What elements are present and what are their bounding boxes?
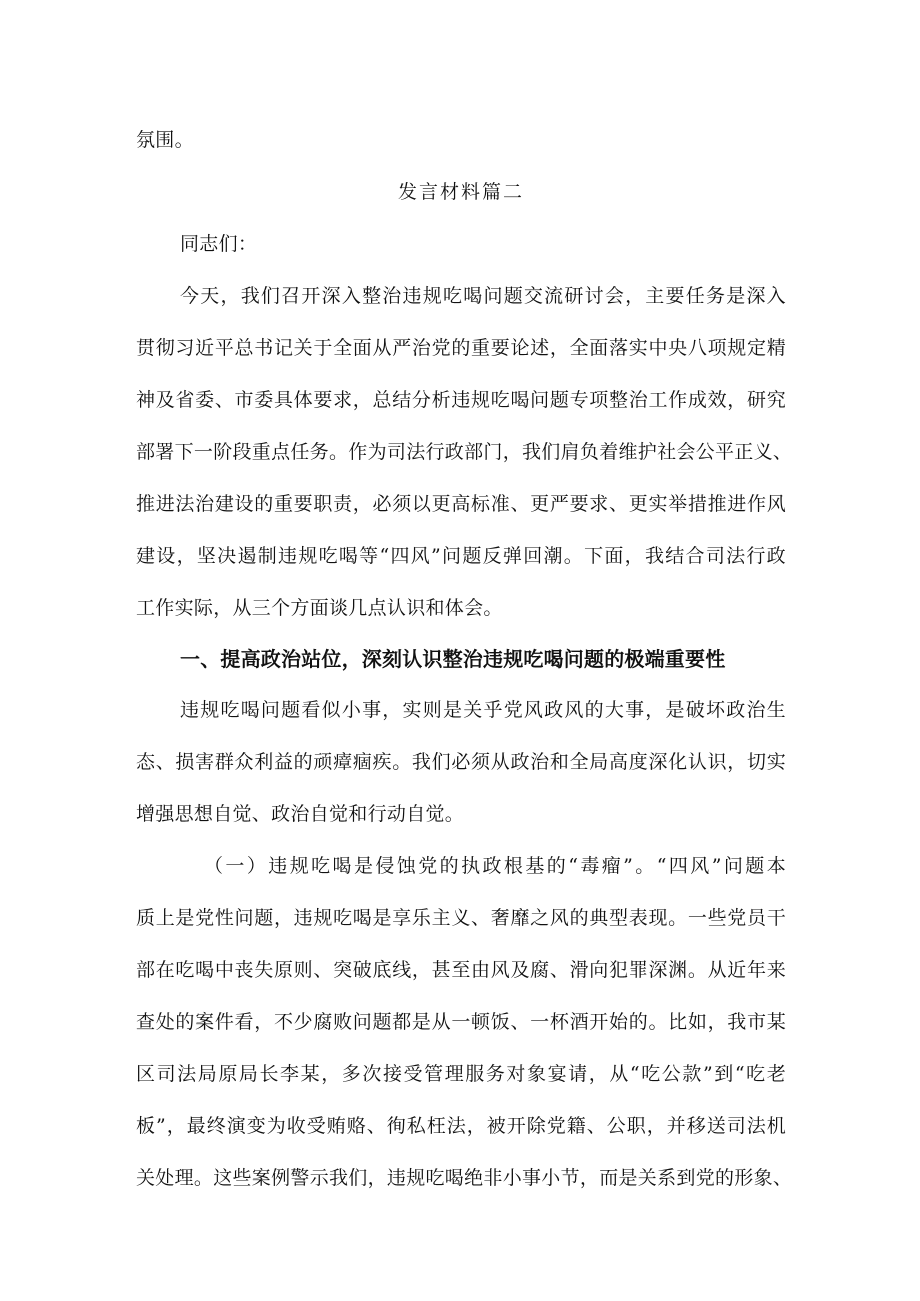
body-text-line: 氛围。 — [136, 129, 194, 151]
body-text-line: 部在吃喝中丧失原则、突破底线，甚至由风及腐、滑向犯罪深渊。从近年来 — [136, 959, 786, 981]
body-text-line: 态、损害群众利益的顽瘴痼疾。我们必须从政治和全局高度深化认识，切实 — [136, 751, 786, 773]
body-text-line: 工作实际，从三个方面谈几点认识和体会。 — [136, 597, 503, 619]
body-text-line: 建设，坚决遏制违规吃喝等“四风”问题反弹回潮。下面，我结合司法行政 — [136, 545, 786, 567]
body-text-line: 今天，我们召开深入整治违规吃喝问题交流研讨会，主要任务是深入 — [180, 285, 786, 307]
subsection-text-line: （一）违规吃喝是侵蚀党的执政根基的“毒瘤”。“四风”问题本 — [204, 855, 786, 877]
body-text-line: 关处理。这些案例警示我们，违规吃喝绝非小事小节，而是关系到党的形象、 — [136, 1167, 793, 1189]
document-title: 发言材料篇二 — [397, 181, 524, 203]
section-heading: 一、提高政治站位，深刻认识整治违规吃喝问题的极端重要性 — [180, 647, 726, 671]
body-text-line: 部署下一阶段重点任务。作为司法行政部门，我们肩负着维护社会公平正义、 — [136, 441, 793, 463]
salutation: 同志们： — [180, 233, 258, 255]
body-text-line: 质上是党性问题，违规吃喝是享乐主义、奢靡之风的典型表现。一些党员干 — [136, 907, 786, 929]
body-text-line: 违规吃喝问题看似小事，实则是关乎党风政风的大事，是破坏政治生 — [180, 699, 786, 721]
body-text-line: 增强思想自觉、政治自觉和行动自觉。 — [136, 803, 465, 825]
body-text-line: 板”，最终演变为收受贿赂、徇私枉法，被开除党籍、公职，并移送司法机 — [136, 1115, 786, 1137]
body-text-line: 神及省委、市委具体要求，总结分析违规吃喝问题专项整治工作成效，研究 — [136, 389, 786, 411]
body-text-line: 贯彻习近平总书记关于全面从严治党的重要论述，全面落实中央八项规定精 — [136, 337, 786, 359]
body-text-line: 区司法局原局长李某，多次接受管理服务对象宴请，从“吃公款”到“吃老 — [136, 1063, 786, 1085]
body-text-line: 查处的案件看，不少腐败问题都是从一顿饭、一杯酒开始的。比如，我市某 — [136, 1011, 786, 1033]
body-text-line: 推进法治建设的重要职责，必须以更高标准、更严要求、更实举措推进作风 — [136, 493, 786, 515]
